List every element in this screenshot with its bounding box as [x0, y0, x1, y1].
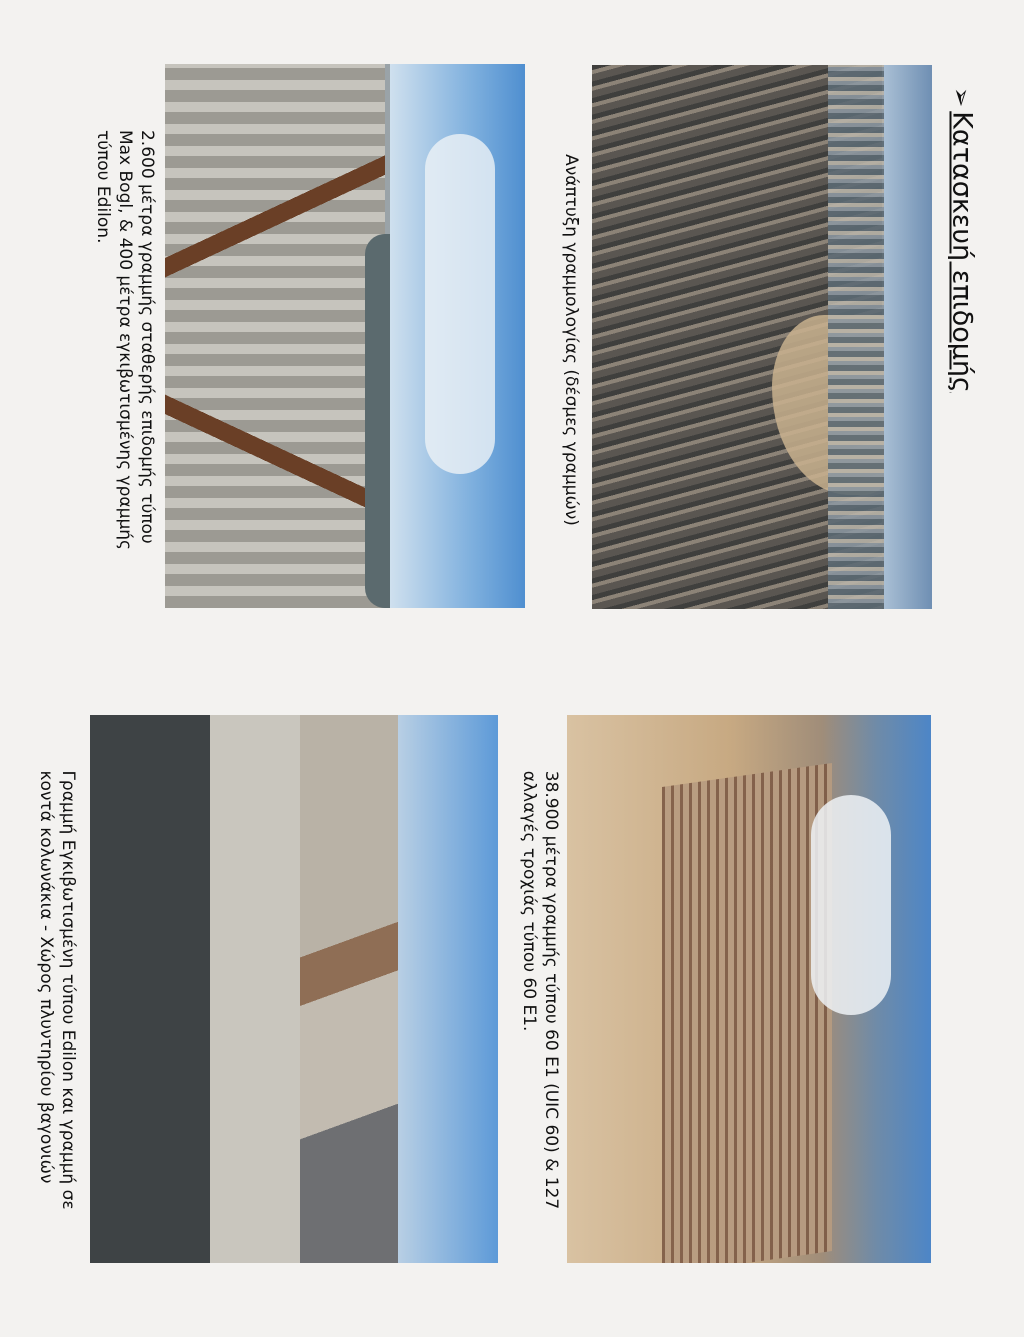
- concrete-walkway-graphic: [210, 715, 310, 1263]
- caption-track-layout: [556, 75, 586, 605]
- caption-line: 38.900 μέτρα γραμμής τύπου 60 Ε1 (UIC 60) & 127: [541, 770, 561, 1210]
- parallel-tracks-graphic: [662, 763, 832, 1263]
- cloud-graphic: [811, 795, 891, 1015]
- heading-title: Κατασκευή επιδομής: [946, 111, 978, 393]
- caption-line: τύπου Edilon.: [93, 129, 113, 244]
- caption-line: Max Bogl, & 400 μέτρα εγκιβωτισμένης γραμμής: [115, 129, 135, 551]
- city-skyline-graphic: [828, 65, 888, 609]
- arrow-bullet-icon: ➢: [947, 87, 976, 108]
- slab-track-photo: [165, 64, 525, 608]
- yard-tracks-photo: [567, 715, 931, 1263]
- caption-line: αλλαγές τροχιάς τύπου 60 Ε1.: [519, 770, 539, 1032]
- caption-line: Γραμμή Εγκιβωτισμένη τύπου Edilon και γραμμή σε: [58, 770, 78, 1210]
- sky-graphic: [884, 65, 932, 609]
- concrete-slab-graphic: [165, 64, 385, 608]
- caption-line: 2.600 μέτρα γραμμής σταθερής επιδομής τύπου: [137, 129, 157, 544]
- asphalt-graphic: [90, 715, 210, 1263]
- caption-line: κοντά κολωνάκια - Χώρος πλυντηρίου βαγονιών: [36, 770, 56, 1184]
- caption-slab-track: [90, 75, 160, 605]
- cloud-graphic: [425, 134, 495, 474]
- caption-embedded-track: [30, 715, 85, 1265]
- embedded-track-photo: [90, 715, 498, 1263]
- sky-graphic: [398, 715, 498, 1263]
- caption-line: Ανάπτυξη γραμμολογίας (δέσμες γραμμών): [561, 154, 581, 526]
- caption-yard-tracks: [515, 715, 565, 1265]
- track-layout-photo: [592, 65, 932, 609]
